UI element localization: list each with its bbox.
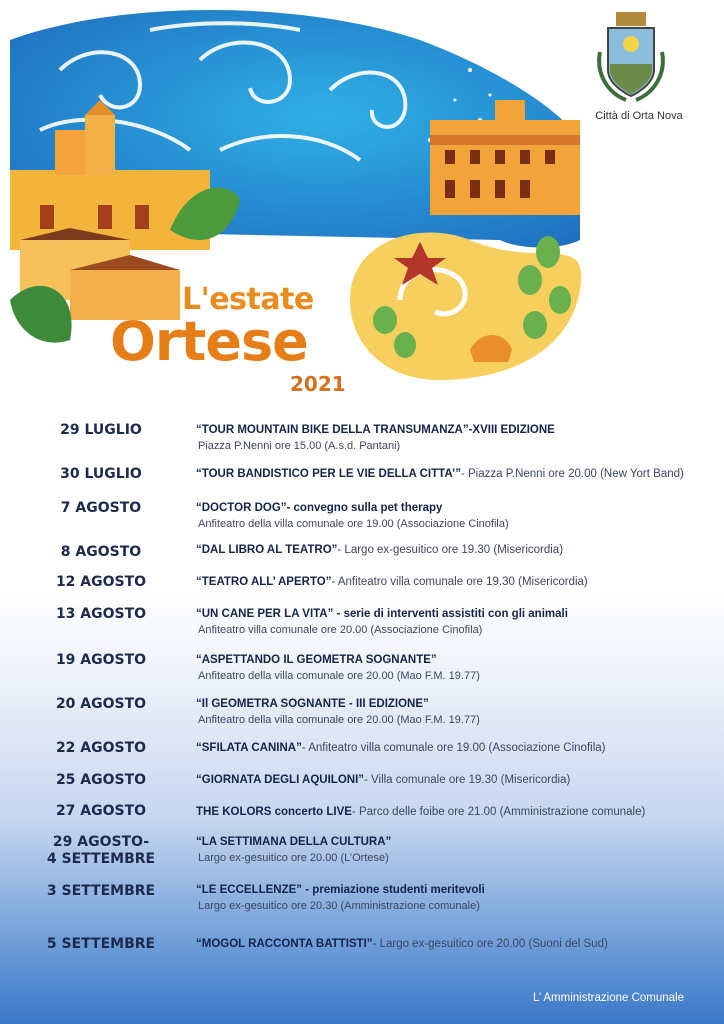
title-line2: Ortese [110,310,308,373]
event-date: 12 AGOSTO [55,574,147,590]
event-details: Largo ex-gesuitico ore 20.30 (Amministrazione comunale) [198,900,480,912]
event-title: THE KOLORS concerto LIVE- Parco delle foibe ore 21.00 (Amministrazione comunale) [196,806,646,818]
event-title: “Il GEOMETRA SOGNANTE - III EDIZIONE” [196,698,429,710]
event-date: 13 AGOSTO [55,606,147,622]
event-date: 7 AGOSTO [60,500,142,516]
event-details: Largo ex-gesuitico ore 20.00 (L’Ortese) [198,852,389,864]
event-title: “DOCTOR DOG”- convegno sulla pet therapy [196,502,443,514]
event-details: Anfiteatro della villa comunale ore 20.00 (Mao F.M. 19.77) [198,714,480,726]
event-details: Anfiteatro villa comunale ore 20.00 (Associazione Cinofila) [198,624,483,636]
event-date: 5 SETTEMBRE [46,936,156,952]
event-date: 30 LUGLIO [60,466,142,482]
event-date: 20 AGOSTO [55,696,147,712]
event-date: 3 SETTEMBRE [46,883,156,899]
event-date: 19 AGOSTO [55,652,147,668]
title-year: 2021 [290,372,346,396]
event-title: “SFILATA CANINA”- Anfiteatro villa comunale ore 19.00 (Associazione Cinofila) [196,742,606,754]
event-title: “LA SETTIMANA DELLA CULTURA” [196,836,392,848]
footer-signature: L’ Amministrazione Comunale [532,992,684,1004]
event-title: “MOGOL RACCONTA BATTISTI”- Largo ex-gesuitico ore 20.00 (Suoni del Sud) [196,938,608,950]
event-title: “DAL LIBRO AL TEATRO”- Largo ex-gesuitico ore 19.30 (Misericordia) [196,544,564,556]
event-details: Anfiteatro della villa comunale ore 20.00 (Mao F.M. 19.77) [198,670,480,682]
event-title: “GIORNATA DEGLI AQUILONI”- Villa comunale ore 19.30 (Misericordia) [196,774,571,786]
event-title: “TEATRO ALL’ APERTO”- Anfiteatro villa comunale ore 19.30 (Misericordia) [196,576,588,588]
event-date: 29 LUGLIO [60,422,142,438]
event-details: Anfiteatro della villa comunale ore 19.00 (Associazione Cinofila) [198,518,509,530]
event-title: “LE ECCELLENZE” - premiazione studenti meritevoli [196,884,485,896]
title-line1: L'estate [182,282,314,317]
event-title: “TOUR MOUNTAIN BIKE DELLA TRANSUMANZA”-XVIII EDIZIONE [196,424,555,436]
event-date: 22 AGOSTO [55,740,147,756]
event-date: 25 AGOSTO [55,772,147,788]
city-name: Città di Orta Nova [595,110,683,122]
event-date: 29 AGOSTO- 4 SETTEMBRE [46,834,156,867]
event-date: 27 AGOSTO [55,803,147,819]
event-title: “ASPETTANDO IL GEOMETRA SOGNANTE” [196,654,437,666]
event-title: “UN CANE PER LA VITA” - serie di interventi assistiti con gli animali [196,608,568,620]
event-title: “TOUR BANDISTICO PER LE VIE DELLA CITTA’”- Piazza P.Nenni ore 20.00 (New Yort Band) [196,468,684,480]
event-date: 8 AGOSTO [60,544,142,560]
event-details: Piazza P.Nenni ore 15.00 (A.s.d. Pantani) [198,440,401,452]
